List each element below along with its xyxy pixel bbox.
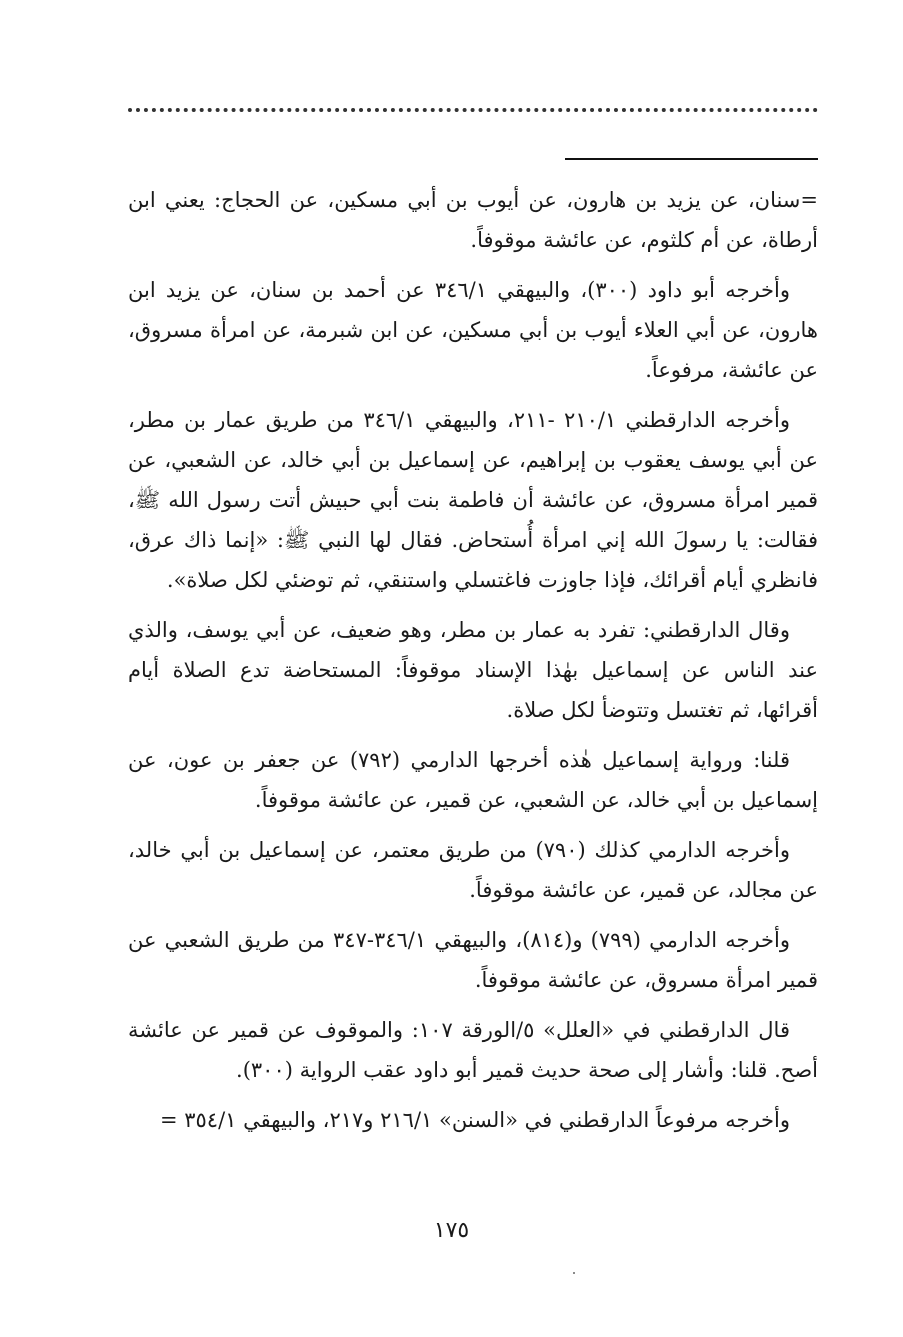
footnote-paragraph: وأخرجه الدارمي كذلك (٧٩٠) من طريق معتمر، عن إسماعيل بن أبي خالد، عن مجالد، عن قمير، عن عائشة موقوفاً. (128, 838, 818, 902)
page-number: ١٧٥ (433, 1218, 470, 1243)
footnote-paragraph: قلنا: ورواية إسماعيل هٰذه أخرجها الدارمي (٧٩٢) عن جعفر بن عون، عن إسماعيل بن أبي خالد، عن الشعبي، عن قمير، عن عائشة موقوفاً. (128, 748, 818, 812)
footnote-paragraph: وأخرجه أبو داود (٣٠٠)، والبيهقي ٣٤٦/١ عن أحمد بن سنان، عن يزيد ابن هارون، عن أبي العلاء أيوب بن أبي مسكين، عن ابن شبرمة، عن امرأة مسروق، عن عائشة، مرفوعاً. (128, 278, 818, 382)
footnote-paragraph: وأخرجه الدارمي (٧٩٩) و(٨١٤)، والبيهقي ٣٤٦/١-٣٤٧ من طريق الشعبي عن قمير امرأة مسروق، عن عائشة موقوفاً. (128, 928, 818, 992)
footnote-paragraph: =سنان، عن يزيد بن هارون، عن أيوب بن أبي مسكين، عن الحجاج: يعني ابن أرطاة، عن أم كلثوم، عن عائشة موقوفاً. (128, 188, 818, 252)
dotted-separator (128, 108, 818, 112)
footnote-rule (565, 158, 818, 160)
scan-speck (573, 1272, 575, 1274)
footnote-paragraph: وأخرجه مرفوعاً الدارقطني في «السنن» ٢١٦/١ و٢١٧، والبيهقي ٣٥٤/١ = (159, 1108, 790, 1132)
footnote-text (128, 180, 818, 1150)
footnote-paragraph: قال الدارقطني في «العلل» ٥/الورقة ١٠٧: والموقوف عن قمير عن عائشة أصح. قلنا: وأشار إلى صحة حديث قمير أبو داود عقب الرواية (٣٠٠). (128, 1018, 818, 1082)
footnote-paragraph: وقال الدارقطني: تفرد به عمار بن مطر، وهو ضعيف، عن أبي يوسف، والذي عند الناس عن إسماعيل بهٰذا الإسناد موقوفاً: المستحاضة تدع الصلاة أيام أقرائها، ثم تغتسل وتتوضأ لكل صلاة. (128, 618, 818, 722)
footnote-paragraph: وأخرجه الدارقطني ٢١٠/١ -٢١١، والبيهقي ٣٤٦/١ من طريق عمار بن مطر، عن أبي يوسف يعقوب بن إبراهيم، عن إسماعيل بن أبي خالد، عن الشعبي، عن قمير امرأة مسروق، عن عائشة أن فاطمة بنت أبي حبيش أتت رسول الله ﷺ، فقالت: يا رسولَ الله إني امرأة أُستحاض. فقال لها النبي ﷺ: «إنما ذاك عرق، فانظري أيام أقرائك، فإذا جاوزت فاغتسلي واستنقي، ثم توضئي لكل صلاة». (128, 408, 818, 592)
